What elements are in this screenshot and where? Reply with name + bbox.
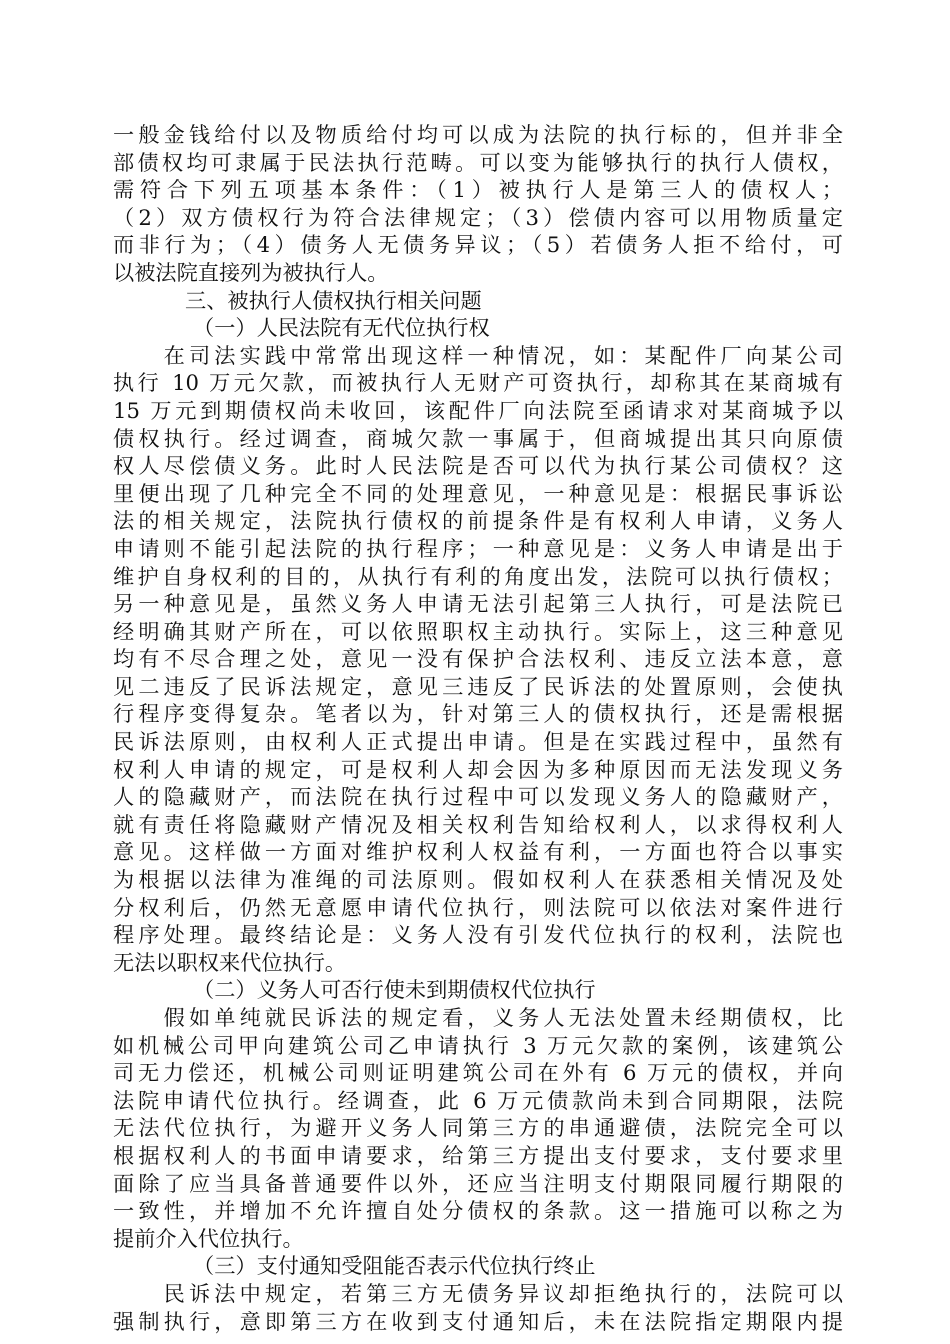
body-text-line: 法院申请代位执行。经调查，此 6 万元债款尚未到合同期限，法院 [113,1087,843,1113]
body-text-line: 经明确其财产所在，可以依照职权主动执行。实际上，这三种意见 [113,618,843,644]
body-text-line: 意见。这样做一方面对维护权利人权益有利，一方面也符合以事实 [113,839,843,865]
body-text-line: 分权利后，仍然无意愿申请代位执行，则法院可以依法对案件进行 [113,894,843,920]
body-text-line: 就有责任将隐藏财产情况及相关权利告知给权利人，以求得权利人 [113,811,843,837]
body-text-line: 民诉法中规定，若第三方无债务异议却拒绝执行的，法院可以 [113,1280,843,1306]
body-text-line: 权人尽偿债义务。此时人民法院是否可以代为执行某公司债权？这 [113,453,843,479]
body-text-line: 另一种意见是，虽然义务人申请无法引起第三人执行，可是法院已 [113,591,843,617]
body-text-line: 而非行为；（4）债务人无债务异议；（5）若债务人拒不给付，可 [113,232,843,258]
subsection-heading: （一）人民法院有无代位执行权 [193,315,490,341]
body-text-line: 假如单纯就民诉法的规定看，义务人无法处置未经期债权，比 [113,1005,843,1030]
body-text-line: 需符合下列五项基本条件：（1）被执行人是第三人的债权人； [113,177,843,203]
body-text-line: 见二违反了民诉法规定，意见三违反了民诉法的处置原则，会使执 [113,673,843,699]
body-text-line: （2）双方债权行为符合法律规定；（3）偿债内容可以用物质量定 [113,204,843,230]
body-text-line: 人的隐藏财产，而法院在执行过程中可以发现义务人的隐藏财产， [113,784,843,810]
body-text-line: 民诉法原则，由权利人正式提出申请。但是在实践过程中，虽然有 [113,729,843,755]
body-text-line: 无法以职权来代位执行。 [113,949,347,975]
document-page [113,121,843,1335]
body-text-line: 法的相关规定，法院执行债权的前提条件是有权利人申请，义务人 [113,508,843,534]
body-text-line: 为根据以法律为准绳的司法原则。假如权利人在获悉相关情况及处 [113,867,843,893]
body-text-line: 在司法实践中常常出现这样一种情况，如：某配件厂向某公司 [113,342,843,368]
body-text-line: 司无力偿还，机械公司则证明建筑公司在外有 6 万元的债权，并向 [113,1060,843,1086]
section-heading: 三、被执行人债权执行相关问题 [185,287,482,313]
body-text-line: 无法代位执行，为避开义务人同第三方的串通避债，法院完全可以 [113,1115,843,1141]
body-text-line: 以被法院直接列为被执行人。 [113,259,389,285]
subsection-heading: （三）支付通知受阻能否表示代位执行终止 [193,1253,596,1279]
body-text-line: 权利人申请的规定，可是权利人却会因为多种原因而无法发现义务 [113,756,843,782]
body-text-line: 执行 10 万元欠款，而被执行人无财产可资执行，却称其在某商城有 [113,370,843,396]
body-text-line: 债权执行。经过调查，商城欠款一事属于，但商城提出其只向原债 [113,425,843,451]
subsection-heading: （二）义务人可否行使未到期债权代位执行 [193,977,596,1003]
body-text-line: 根据权利人的书面申请要求，给第三方提出支付要求，支付要求里 [113,1142,843,1168]
body-text-line: 部债权均可隶属于民法执行范畴。可以变为能够执行的执行人债权， [113,149,843,175]
body-text-line: 维护自身权利的目的，从执行有利的角度出发，法院可以执行债权； [113,563,843,589]
body-text-line: 程序处理。最终结论是：义务人没有引发代位执行的权利，法院也 [113,922,843,948]
body-text-line: 一般金钱给付以及物质给付均可以成为法院的执行标的，但并非全 [113,122,843,147]
body-text-line: 里便出现了几种完全不同的处理意见，一种意见是：根据民事诉讼 [113,480,843,506]
body-text-line: 提前介入代位执行。 [113,1225,304,1251]
body-text-line: 如机械公司甲向建筑公司乙申请执行 3 万元欠款的案例，该建筑公 [113,1032,843,1058]
body-text-line: 面除了应当具备普通要件以外，还应当注明支付期限同履行期限的 [113,1170,843,1196]
body-text-line: 强制执行，意即第三方在收到支付通知后，未在法院指定期限内提 [113,1308,843,1334]
body-text-line: 行程序变得复杂。笔者以为，针对第三人的债权执行，还是需根据 [113,701,843,727]
body-text-line: 一致性，并增加不允许擅自处分债权的条款。这一措施可以称之为 [113,1198,843,1224]
body-text-line: 申请则不能引起法院的执行程序；一种意见是：义务人申请是出于 [113,535,843,561]
body-text-line: 均有不尽合理之处，意见一没有保护合法权利、违反立法本意，意 [113,646,843,672]
body-text-line: 15 万元到期债权尚未收回，该配件厂向法院至函请求对某商城予以 [113,397,843,423]
